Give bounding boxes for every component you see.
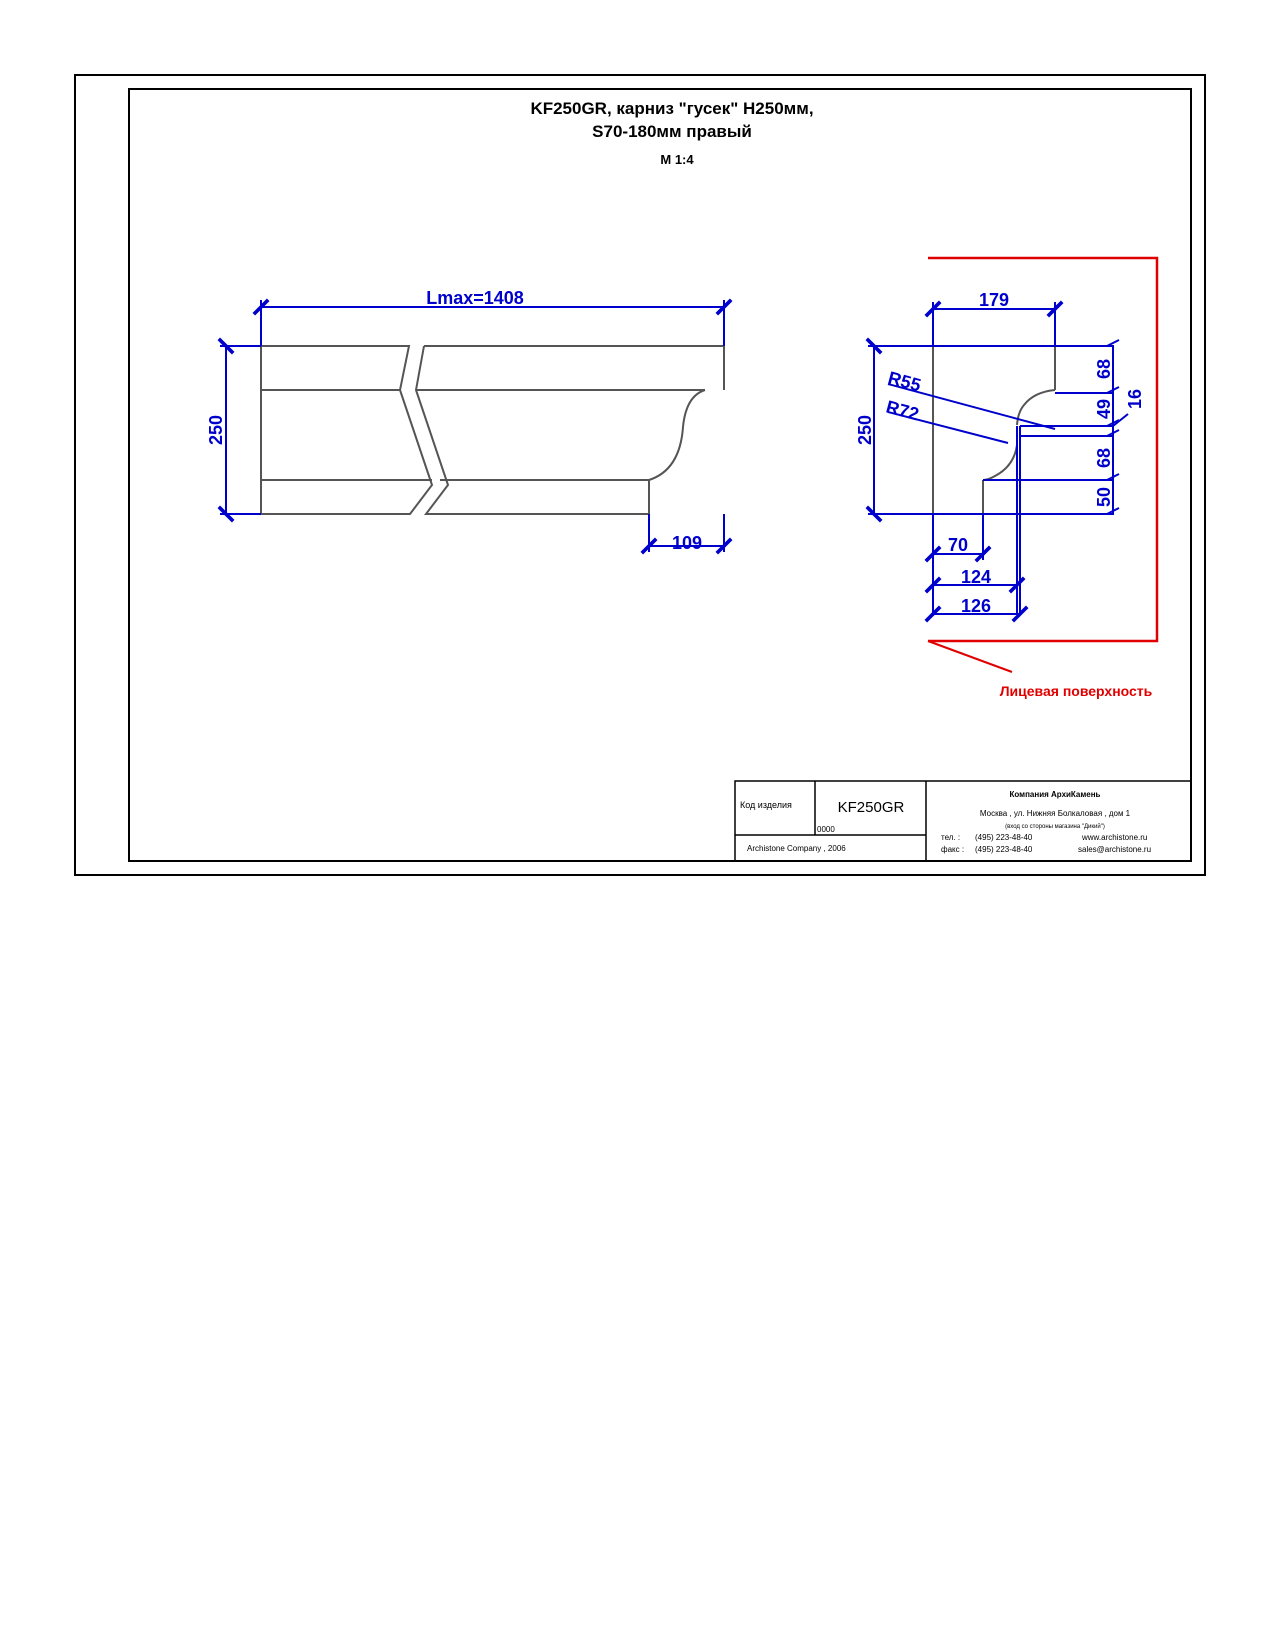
company-name: Компания АрхиКамень — [1009, 790, 1101, 799]
section-bottom-dim-70: 70 — [947, 535, 969, 555]
company-address: Москва , ул. Нижняя Болкаловая , дом 1 — [979, 809, 1131, 818]
drawing-scale: М 1:4 — [660, 152, 694, 167]
phone-label: тел. : — [941, 833, 961, 842]
phone-number: (495) 223-48-40 — [975, 833, 1033, 842]
company-email: sales@archistone.ru — [1078, 845, 1152, 854]
section-right-dim-4: 50 — [1094, 486, 1114, 508]
section-profile — [933, 346, 1055, 514]
company-address-note: (вход со стороны магазина "Дикий") — [1005, 824, 1105, 830]
product-code-value: KF250GR — [837, 799, 905, 816]
copyright-text: Archistone Company , 2006 — [747, 844, 846, 853]
front-height-dim: 250 — [206, 414, 226, 446]
outer-frame — [75, 75, 1205, 875]
company-website: www.archistone.ru — [1082, 833, 1148, 842]
front-view-outline — [261, 346, 724, 514]
section-extra-dim: 16 — [1125, 388, 1145, 410]
front-view — [206, 288, 724, 553]
section-right-dim-1: 68 — [1094, 358, 1114, 380]
face-surface-label: Лицевая поверхность — [999, 683, 1153, 699]
fax-number: (495) 223-48-40 — [975, 845, 1033, 854]
face-surface-leader — [928, 641, 1012, 672]
front-offset-dim: 109 — [671, 533, 703, 553]
fax-label: факс : — [941, 845, 965, 854]
section-radius-lower: R72 — [883, 396, 922, 425]
section-right-dim-3: 68 — [1094, 447, 1114, 469]
drawing-title-line2: S70-180мм правый — [592, 122, 752, 141]
section-height-dim: 250 — [855, 414, 875, 446]
front-length-dim: Lmax=1408 — [426, 288, 524, 308]
section-radius-upper: R55 — [885, 367, 924, 396]
section-bottom-dim-124: 124 — [960, 567, 992, 587]
section-bottom-dim-126: 126 — [960, 596, 992, 616]
drawing-title-line1: KF250GR, карниз "гусек" H250мм, — [530, 99, 814, 118]
section-top-width-dim: 179 — [978, 290, 1010, 310]
section-dimensions — [868, 302, 1128, 614]
section-right-dim-2: 49 — [1094, 398, 1114, 420]
product-code-caption: Код изделия — [740, 800, 792, 810]
product-code-number: 0000 — [817, 825, 835, 834]
section-view — [855, 258, 1157, 699]
